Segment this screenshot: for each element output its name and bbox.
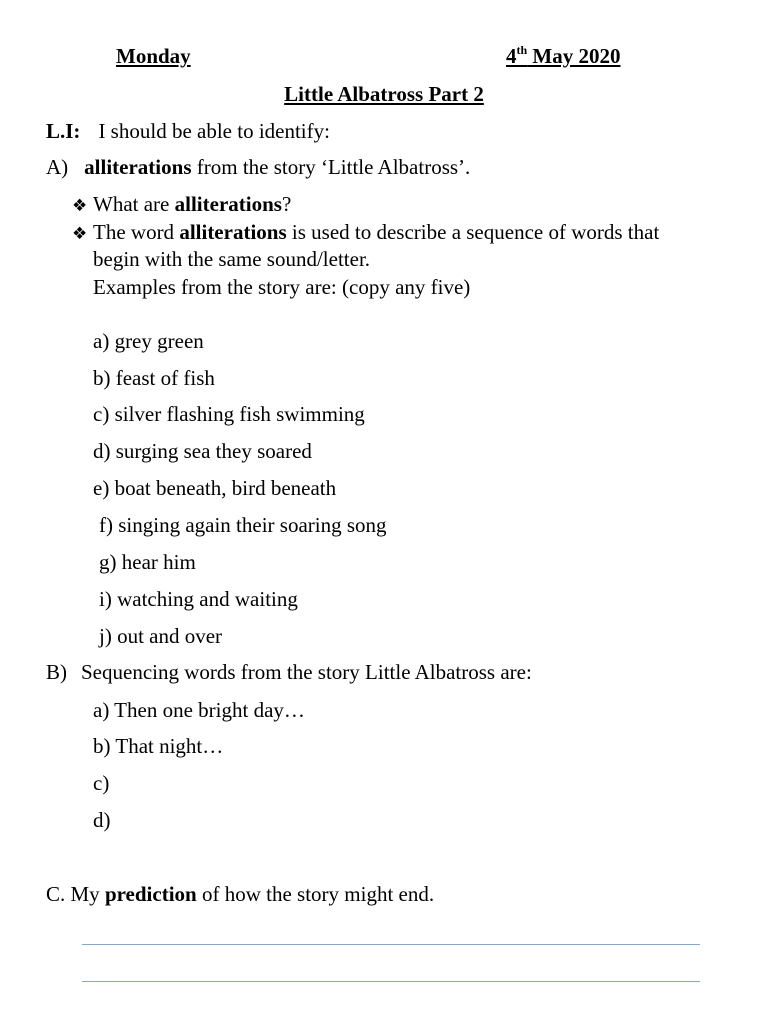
alliteration-item: j) out and over bbox=[99, 624, 223, 648]
bullet-1-pre: What are bbox=[93, 192, 175, 216]
alliteration-item: g) hear him bbox=[99, 550, 196, 574]
sequencing-item: d) bbox=[93, 808, 111, 832]
bullet-2-pre: The word bbox=[93, 220, 180, 244]
alliteration-item: b) feast of fish bbox=[93, 366, 215, 390]
definition-continuation: begin with the same sound/letter. bbox=[93, 247, 371, 271]
section-b-marker: B) bbox=[46, 660, 67, 684]
section-b-heading bbox=[46, 662, 532, 683]
sequencing-item: c) bbox=[93, 771, 110, 795]
section-c-pre: C. My bbox=[46, 882, 105, 906]
alliteration-item: e) boat beneath, bird beneath bbox=[93, 476, 337, 500]
section-c-post: of how the story might end. bbox=[196, 882, 435, 906]
bullet-2-bold: alliterations bbox=[179, 220, 287, 244]
section-c-bold: prediction bbox=[104, 882, 197, 906]
alliteration-item: f) singing again their soaring song bbox=[99, 513, 387, 537]
section-b-text: Sequencing words from the story Little Albatross are: bbox=[81, 660, 532, 684]
section-a-bold: alliterations bbox=[84, 155, 192, 179]
diamond-bullet-icon: ❖ bbox=[72, 224, 88, 244]
date-ordinal: th bbox=[516, 43, 528, 57]
date-month-year: May 2020 bbox=[527, 44, 621, 68]
definition-bullet bbox=[72, 222, 659, 243]
alliteration-item: a) grey green bbox=[93, 329, 204, 353]
learning-intention-label: L.I: bbox=[46, 119, 81, 143]
sequencing-item: a) Then one bright day… bbox=[93, 698, 305, 722]
sequencing-item: b) That night… bbox=[93, 734, 224, 758]
section-a-rest: from the story ‘Little Albatross’. bbox=[191, 155, 471, 179]
section-a-marker: A) bbox=[46, 155, 69, 179]
question-bullet bbox=[72, 194, 291, 215]
diamond-bullet-icon: ❖ bbox=[72, 196, 88, 216]
day-heading: Monday bbox=[116, 44, 191, 68]
section-a-heading bbox=[46, 157, 470, 178]
learning-intention bbox=[46, 121, 330, 142]
learning-intention-text: I should be able to identify: bbox=[98, 119, 330, 143]
alliteration-item: i) watching and waiting bbox=[99, 587, 298, 611]
answer-line bbox=[82, 944, 700, 945]
bullet-1-post: ? bbox=[281, 192, 292, 216]
page-title: Little Albatross Part 2 bbox=[284, 82, 484, 106]
date-heading bbox=[506, 43, 621, 68]
section-c-heading bbox=[46, 884, 434, 905]
examples-intro: Examples from the story are: (copy any five) bbox=[93, 275, 471, 299]
bullet-1-bold: alliterations bbox=[174, 192, 282, 216]
bullet-2-post: is used to describe a sequence of words that bbox=[286, 220, 660, 244]
answer-line bbox=[82, 981, 700, 982]
date-number: 4 bbox=[506, 44, 517, 68]
alliteration-item: d) surging sea they soared bbox=[93, 439, 312, 463]
alliteration-item: c) silver flashing fish swimming bbox=[93, 402, 365, 426]
